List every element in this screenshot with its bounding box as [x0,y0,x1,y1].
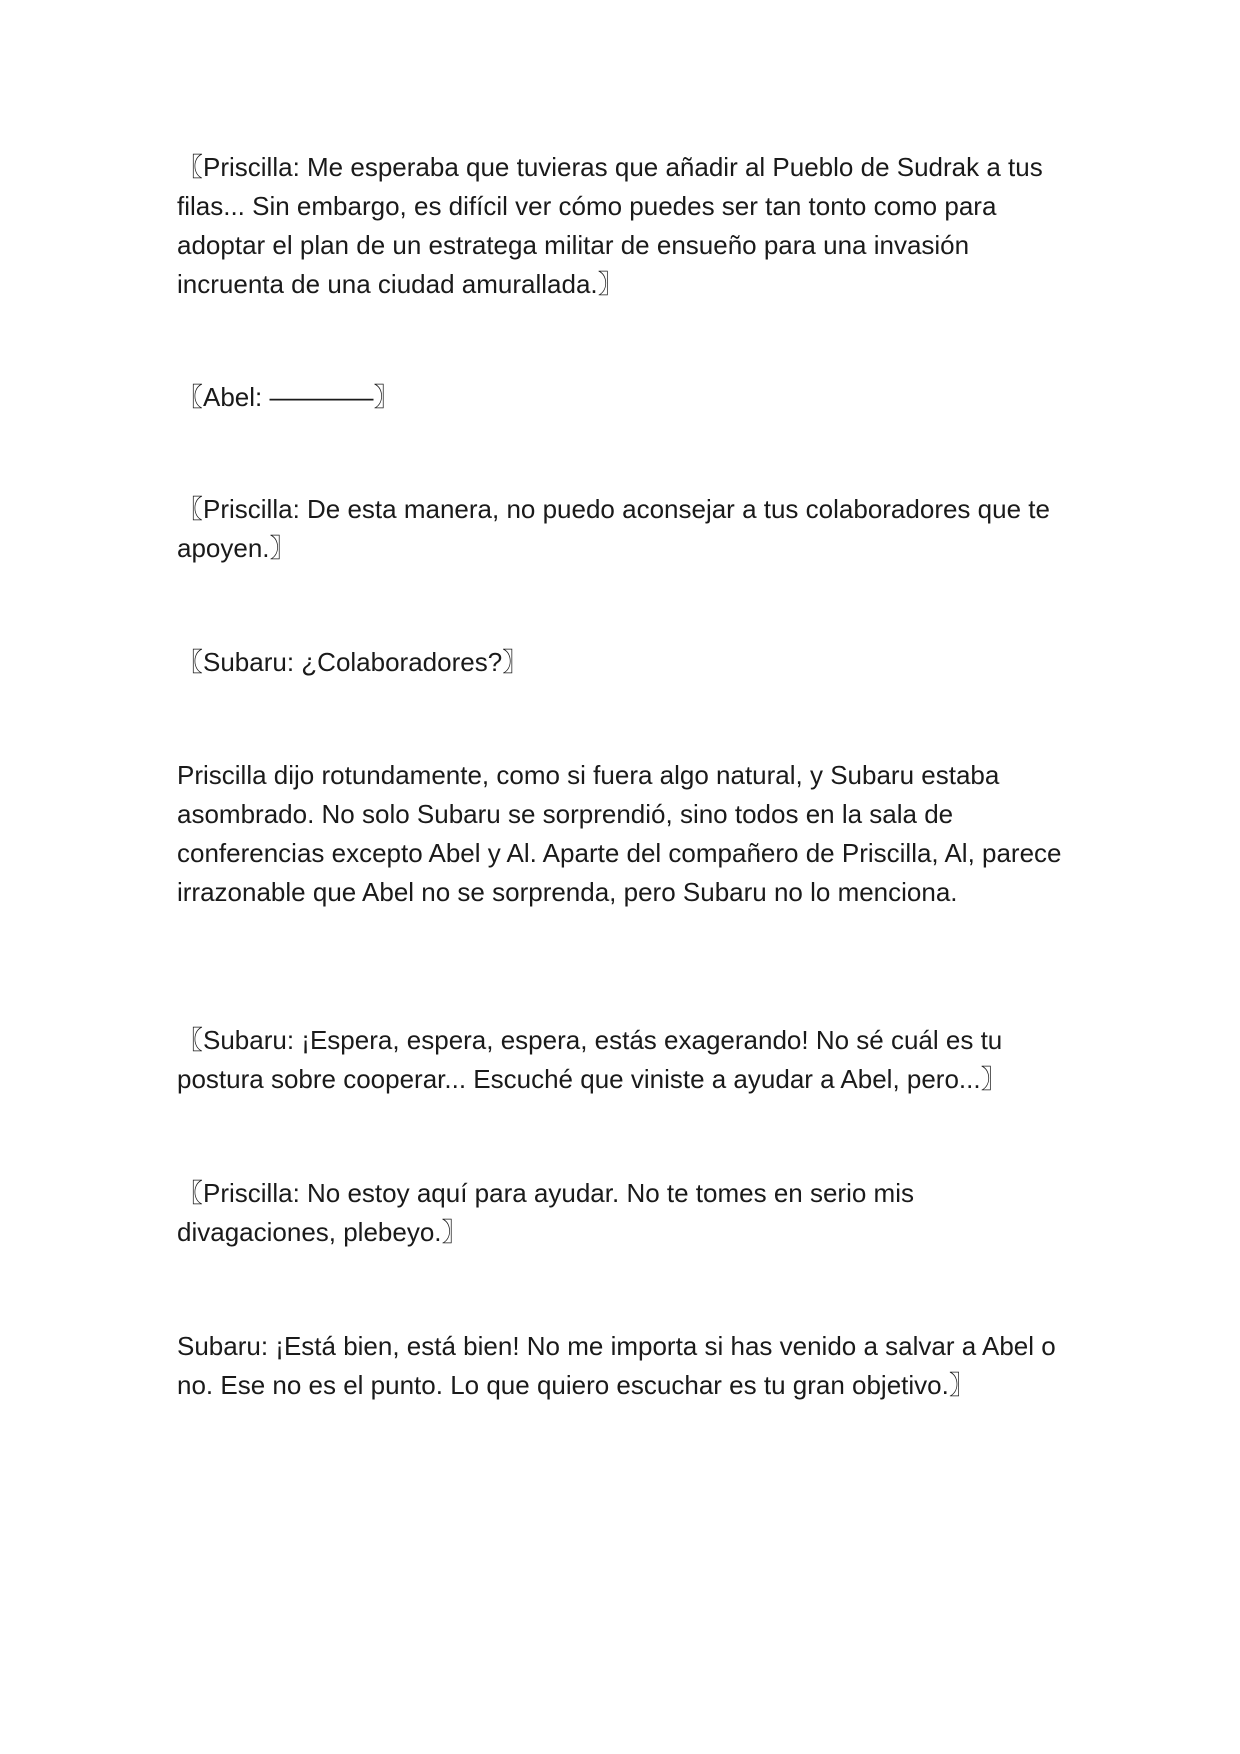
dialogue-abel: 〖Abel: ————〗 [177,382,400,412]
dialogue-priscilla-3: 〖Priscilla: No estoy aquí para ayudar. No te tomes en serio mis divagaciones, plebeyo.〗 [177,1178,914,1247]
dialogue-subaru-3: Subaru: ¡Está bien, está bien! No me importa si has venido a salvar a Abel o no. Ese no es el punto. Lo que quiero escuchar es tu gran objetivo.〗 [177,1331,1056,1400]
narration-paragraph: Priscilla dijo rotundamente, como si fuera algo natural, y Subaru estaba asombrado. No solo Subaru se sorprendió, sino todos en la sala de conferencias excepto Abel y Al. Aparte del compañero de Priscilla, Al, parece irrazonable que Abel no se sorprenda, pero Subaru no lo menciona. [177,760,1062,907]
dialogue-subaru-2: 〖Subaru: ¡Espera, espera, espera, estás exagerando! No sé cuál es tu postura sobre cooperar... Escuché que viniste a ayudar a Abel, pero...〗 [177,1025,1007,1094]
dialogue-priscilla-1: 〖Priscilla: Me esperaba que tuvieras que añadir al Pueblo de Sudrak a tus filas... Sin embargo, es difícil ver cómo puedes ser tan tonto como para adoptar el plan de un estratega militar de ensueño para una invasión incruenta de una ciudad amurallada.〗 [177,152,1043,299]
dialogue-priscilla-2: 〖Priscilla: De esta manera, no puedo aconsejar a tus colaboradores que te apoyen.〗 [177,494,1050,563]
dialogue-subaru-1: 〖Subaru: ¿Colaboradores?〗 [177,647,529,677]
